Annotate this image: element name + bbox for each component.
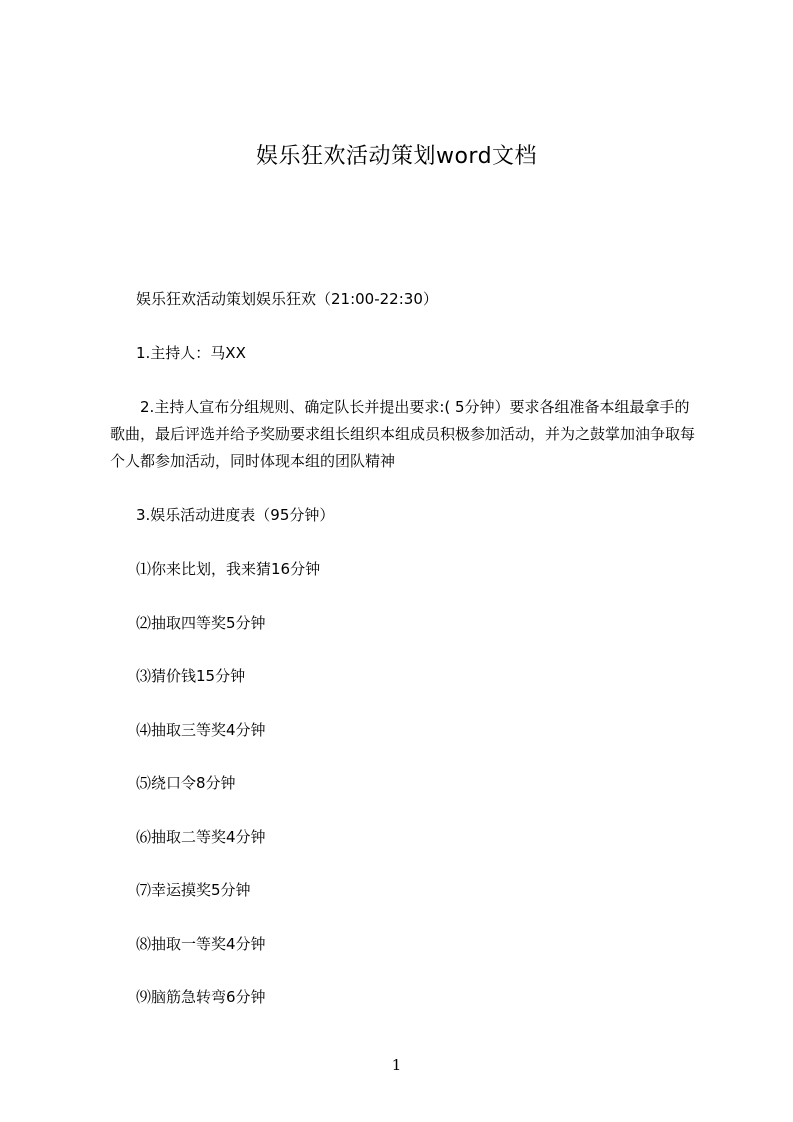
intro-paragraph: 娱乐狂欢活动策划娱乐狂欢（21:00-22:30） xyxy=(136,290,438,308)
schedule-heading: 3.娱乐活动进度表（95分钟） xyxy=(136,506,335,524)
list-item: ⑴你来比划，我来猜16分钟 xyxy=(136,560,321,578)
schedule-list xyxy=(110,556,700,1038)
list-item: ⑷抽取三等奖4分钟 xyxy=(136,720,266,739)
list-item: ⑺幸运摸奖5分钟 xyxy=(136,881,251,899)
list-item: ⑹抽取二等奖4分钟 xyxy=(136,827,266,846)
list-item: ⑵抽取四等奖5分钟 xyxy=(136,613,266,632)
rules-paragraph: 2.主持人宣布分组规则、确定队长并提出要求:( 5分钟）要求各组准备本组最拿手的歌曲，最后评选并给予奖励要求组长组织本组成员积极参加活动，并为之鼓掌加油争取每个人都参加活动，同时体现本组的团队精神 xyxy=(110,398,696,470)
page-number: 1 xyxy=(391,1056,402,1074)
list-item: ⑸绕口令8分钟 xyxy=(136,774,236,792)
document-title: 娱乐狂欢活动策划word文档 xyxy=(255,144,538,169)
list-item: ⑶猜价钱15分钟 xyxy=(136,667,246,685)
list-item: ⑻抽取一等奖4分钟 xyxy=(136,934,266,953)
list-item: ⑼脑筋急转弯6分钟 xyxy=(136,988,266,1006)
host-paragraph: 1.主持人：马XX xyxy=(136,344,246,362)
